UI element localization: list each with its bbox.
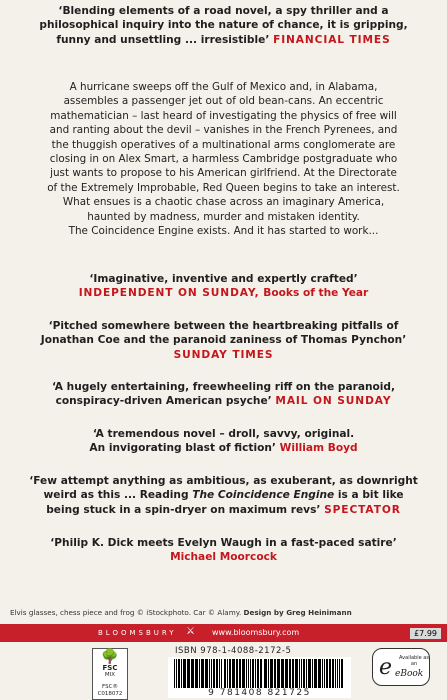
barcode-bar [221,659,222,689]
quote-spectator: ‘Few attempt anything as ambitious, as exuberant, as downright weird as this ... Reading The Coincidence Engine is a bit like being stuck in a spin-dryer on maximum revs’ SPECTATOR [29,475,418,516]
barcode-bar [232,659,235,689]
synopsis-line: the thuggish operatives of a multinational arms conglomerate are [51,138,396,151]
cover-credit: Elvis glasses, chess piece and frog © iStockphoto. Car © Alamy. Design by Greg Heinimann [10,608,352,617]
synopsis-line: What ensues is a chaotic chase across an imaginary America, [62,196,385,209]
barcode-bar [219,659,220,689]
barcode-bar [178,659,180,689]
barcode-bar [335,659,336,689]
barcode-bar [216,659,218,689]
barcode-bar [326,659,328,689]
barcode-bar [270,659,273,689]
quote-mail-on-sunday: ‘A hugely entertaining, freewheeling riff on the paranoid, conspiracy-driven American psyche’ MAIL ON SUNDAY [51,381,396,408]
barcode-bar [176,659,177,689]
barcode-bar [299,659,300,689]
barcode-bar [227,659,228,689]
barcode-bar [260,659,262,689]
barcode-bar [274,659,276,689]
barcode-bar [211,659,212,689]
ebook-e-icon: e [379,655,393,680]
barcode-bar [301,659,302,689]
barcode-bar [314,659,317,689]
quote-financial-times: ‘Blending elements of a road novel, a spy thriller and a philosophical inquiry into the nature of chance, it is gripping, funny and unsettling ... irresistible’ FINANCIAL TIMES [39,5,408,46]
synopsis [10,80,437,238]
quote-source: FINANCIAL TIMES [273,33,391,46]
barcode-bar [312,659,313,689]
publisher-band [0,624,447,642]
barcode-bar [224,659,226,689]
synopsis-line: of the Extremely Improbable, Red Queen begins to take an interest. [47,181,400,194]
quote-michael-moorcock: ‘Philip K. Dick meets Evelyn Waugh in a fast-paced satire’ Michael Moorcock [10,536,437,565]
barcode-bar [255,659,256,689]
barcode-bar [183,659,186,689]
quote-source: Michael Moorcock [170,551,277,564]
barcode-bar [205,659,208,689]
barcode-bar [292,659,294,689]
barcode-bar [201,659,204,689]
barcode-bar [246,659,247,689]
quote-william-boyd: ‘A tremendous novel – droll, savvy, original. An invigorating blast of fiction’ William Boyd [89,428,358,455]
barcode-bar [303,659,305,689]
quote-source: SPECTATOR [324,503,401,516]
synopsis-line: just wants to propose to his American girlfriend. At the Directorate [50,167,397,180]
quote-independent-on-sunday: ‘Imaginative, inventive and expertly crafted’ INDEPENDENT ON SUNDAY, Books of the Year [78,273,369,300]
barcode-bar [187,659,190,689]
synopsis-line: haunted by madness, murder and mistaken identity. [87,210,360,223]
barcode-bar [264,659,267,689]
barcode-bar [174,659,175,689]
isbn-number: ISBN 978-1-4088-2172-5 [175,646,292,656]
barcode-bar [209,659,210,689]
barcode-bar [306,659,307,689]
barcode-bar [281,659,284,689]
barcode-bar [268,659,269,689]
quote-sunday-times: ‘Pitched somewhere between the heartbreaking pitfalls of Jonathan Coe and the paranoid zaniness of Thomas Pynchon’ SUNDAY TIMES [10,319,437,362]
barcode-bar [248,659,249,689]
barcode-bar [252,659,254,689]
barcode-bar [337,659,338,689]
synopsis-line: closing in on Alex Smart, a harmless Cambridge postgraduate who [49,153,398,166]
fsc-logo: 🌳 FSC MIX FSC® C018072 [92,648,128,700]
price-label: £7.99 [410,628,441,639]
barcode-bar [277,659,280,689]
barcode-bar [332,659,334,689]
barcode-bar [324,659,325,689]
barcode-bar [191,659,194,689]
barcode-digits: 9 781408 821725 [168,688,351,698]
quote-source: INDEPENDENT ON SUNDAY, [78,287,260,300]
barcode-bar [285,659,288,689]
barcode-bar [341,659,343,689]
synopsis-line: mathematician – last heard of investigating the physics of free will [50,109,397,122]
barcode-bar [329,659,331,689]
barcode-bar [257,659,259,689]
barcode-bar [339,659,340,689]
barcode-bar [322,659,323,689]
synopsis-line: assembles a passenger jet out of old bean-cans. An eccentric [63,95,384,108]
quote-source: MAIL ON SUNDAY [275,395,392,408]
barcode-bar [295,659,298,689]
barcode-bar [250,659,251,689]
fsc-tree-icon: 🌳 [101,649,119,665]
quote-source: SUNDAY TIMES [173,348,274,361]
barcode-bar [308,659,311,689]
barcode-bar [236,659,238,689]
barcode-bar [229,659,231,689]
barcode-bar [289,659,291,689]
barcode-bar [181,659,182,689]
barcode-bar [242,659,245,689]
barcode-bar [213,659,215,689]
barcode-bar [239,659,241,689]
ebook-badge: e Available as an eBook [372,648,430,686]
barcode-bar [199,659,200,689]
publisher-url[interactable]: www.bloomsbury.com [212,628,300,637]
barcode-bar [195,659,198,689]
synopsis-line: and ranting about the devil – vanishes in the French Pyrenees, and [49,124,398,137]
publisher-name: BLOOMSBURY [98,629,177,637]
publisher-logo-icon: ⚔ [186,626,195,637]
synopsis-line: A hurricane sweeps off the Gulf of Mexico and, in Alabama, [69,81,378,93]
barcode-bar [318,659,321,689]
synopsis-line: The Coincidence Engine exists. And it has started to work... [68,225,379,238]
quote-source: William Boyd [279,442,358,455]
